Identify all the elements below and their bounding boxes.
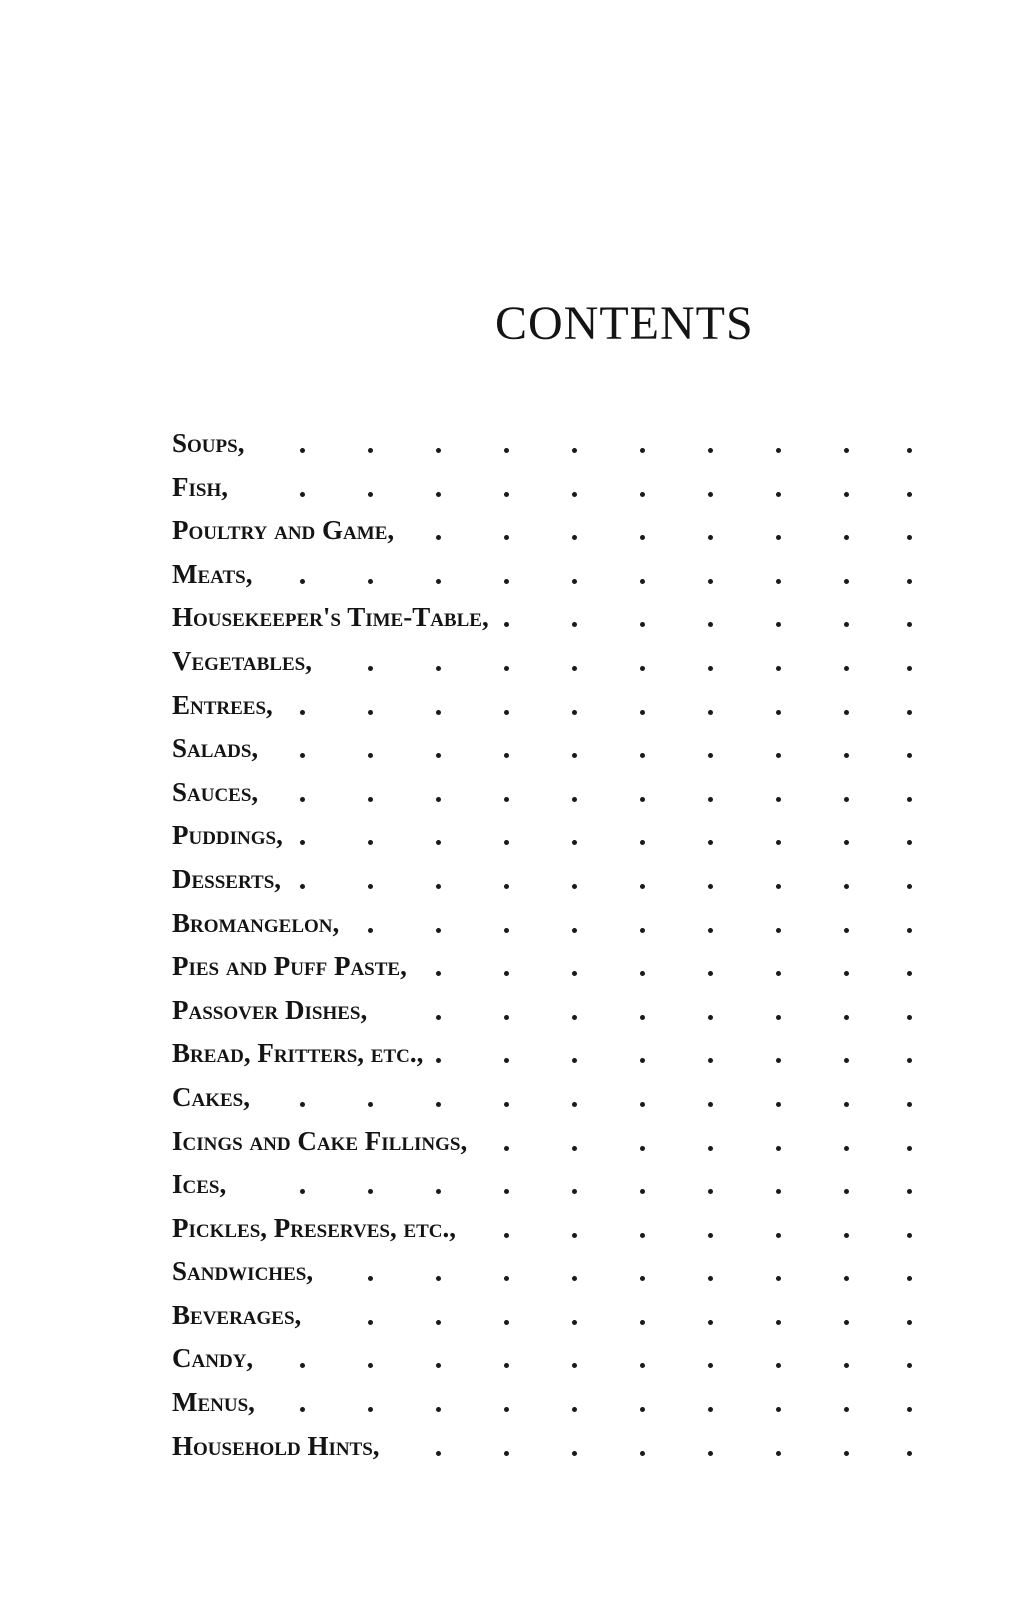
leader-dot: [572, 1233, 577, 1238]
leader-dot: [776, 840, 781, 845]
leader-dot: [844, 1015, 849, 1020]
leader-dot: [776, 1146, 781, 1151]
leader-dot: [436, 448, 441, 453]
leader-dot: [907, 971, 912, 976]
leader-dot: [368, 579, 373, 584]
leader-dot: [776, 1189, 781, 1194]
leader-dot: [844, 1102, 849, 1107]
leader-dot: [708, 1320, 713, 1325]
leader-dot: [844, 1451, 849, 1456]
leader-dot: [640, 884, 645, 889]
leader-dot: [776, 1102, 781, 1107]
leader-dot: [640, 1189, 645, 1194]
toc-entry-time-table: [172, 596, 932, 640]
leader-dot: [504, 535, 509, 540]
leader-dot: [776, 1451, 781, 1456]
toc-entry-menus: [172, 1381, 932, 1425]
toc-entry-sandwiches: [172, 1250, 932, 1294]
leader-dot: [572, 753, 577, 758]
leader-dot: [708, 1451, 713, 1456]
leader-dot: [504, 492, 509, 497]
leader-dot: [504, 1233, 509, 1238]
leader-dot: [504, 1451, 509, 1456]
leader-dot: [708, 1363, 713, 1368]
leader-dot: [640, 1015, 645, 1020]
leader-dot: [776, 1320, 781, 1325]
toc-entry-label: Soups,: [172, 422, 250, 466]
leader-dot: [844, 448, 849, 453]
leader-dot: [708, 840, 713, 845]
leader-dot: [708, 622, 713, 627]
leader-dot: [708, 1189, 713, 1194]
leader-dot: [708, 1407, 713, 1412]
leader-dot: [907, 1451, 912, 1456]
leader-dot: [708, 1058, 713, 1063]
toc-entry-label: Poultry and Game,: [172, 509, 400, 553]
leader-dot: [504, 1015, 509, 1020]
leader-dot: [708, 1015, 713, 1020]
leader-dot: [907, 579, 912, 584]
leader-dot: [300, 840, 305, 845]
leader-dot: [368, 1102, 373, 1107]
leader-dot: [844, 971, 849, 976]
leader-dot: [844, 1058, 849, 1063]
leader-dot: [504, 753, 509, 758]
leader-dot: [572, 1102, 577, 1107]
leader-dot: [776, 448, 781, 453]
leader-dot: [844, 753, 849, 758]
leader-dot: [907, 1189, 912, 1194]
leader-dot: [300, 710, 305, 715]
toc-entry-label: Desserts,: [172, 858, 287, 902]
leader-dot: [436, 535, 441, 540]
leader-dot: [708, 535, 713, 540]
leader-dot: [436, 579, 441, 584]
leader-dot: [776, 884, 781, 889]
leader-dot: [708, 1102, 713, 1107]
leader-dot: [708, 666, 713, 671]
leader-dot: [504, 1102, 509, 1107]
toc-entry-cakes: [172, 1076, 932, 1120]
leader-dot: [844, 1363, 849, 1368]
leader-dot: [776, 1363, 781, 1368]
leader-dot: [436, 1276, 441, 1281]
leader-dot: [504, 666, 509, 671]
toc-entry-label: Menus,: [172, 1381, 261, 1425]
leader-dot: [844, 928, 849, 933]
leader-dot: [640, 1058, 645, 1063]
toc-entry-candy: [172, 1337, 932, 1381]
leader-dot: [776, 971, 781, 976]
leader-dot: [907, 448, 912, 453]
leader-dot: [844, 622, 849, 627]
leader-dot: [300, 1102, 305, 1107]
leader-dot: [572, 492, 577, 497]
leader-dot: [368, 1189, 373, 1194]
leader-dot: [844, 1146, 849, 1151]
toc-entry-label: Salads,: [172, 727, 264, 771]
toc-entry-passover: [172, 989, 932, 1033]
toc-entry-soups: [172, 422, 932, 466]
leader-dot: [572, 1451, 577, 1456]
leader-dot: [907, 884, 912, 889]
leader-dot: [368, 492, 373, 497]
leader-dot: [572, 1189, 577, 1194]
leader-dot: [907, 1058, 912, 1063]
leader-dot: [708, 1276, 713, 1281]
leader-dot: [436, 1407, 441, 1412]
leader-dot: [368, 928, 373, 933]
leader-dot: [844, 797, 849, 802]
toc-entry-bromangelon: [172, 902, 932, 946]
leader-dot: [907, 928, 912, 933]
leader-dot: [504, 1320, 509, 1325]
leader-dot: [572, 1146, 577, 1151]
toc-entry-label: Household Hints,: [172, 1425, 386, 1469]
leader-dot: [844, 1407, 849, 1412]
leader-dot: [572, 797, 577, 802]
leader-dot: [640, 710, 645, 715]
leader-dot: [640, 1363, 645, 1368]
leader-dot: [776, 1058, 781, 1063]
toc-entry-household-hints: [172, 1425, 932, 1469]
leader-dot: [776, 1276, 781, 1281]
leader-dot: [907, 1320, 912, 1325]
leader-dot: [844, 840, 849, 845]
leader-dot: [504, 1276, 509, 1281]
leader-dot: [300, 884, 305, 889]
toc-entry-label: Housekeeper's Time-Table,: [172, 596, 495, 640]
leader-dot: [640, 1407, 645, 1412]
leader-dot: [504, 1058, 509, 1063]
leader-dot: [300, 1189, 305, 1194]
leader-dot: [640, 666, 645, 671]
leader-dot: [640, 1320, 645, 1325]
leader-dot: [572, 884, 577, 889]
leader-dot: [844, 1189, 849, 1194]
leader-dot: [504, 1407, 509, 1412]
leader-dot: [907, 753, 912, 758]
toc-entry-label: Pickles, Preserves, etc.,: [172, 1207, 462, 1251]
leader-dot: [368, 448, 373, 453]
leader-dot: [640, 1233, 645, 1238]
leader-dot: [640, 448, 645, 453]
leader-dot: [436, 1320, 441, 1325]
leader-dot: [504, 1363, 509, 1368]
leader-dot: [504, 448, 509, 453]
leader-dot: [504, 797, 509, 802]
leader-dot: [572, 622, 577, 627]
leader-dot: [572, 1407, 577, 1412]
leader-dot: [640, 1451, 645, 1456]
toc-entry-label: Passover Dishes,: [172, 989, 373, 1033]
leader-dot: [436, 971, 441, 976]
toc-entry-label: Beverages,: [172, 1294, 307, 1338]
leader-dot: [640, 840, 645, 845]
toc-entry-pickles: [172, 1207, 932, 1251]
leader-dot: [708, 884, 713, 889]
leader-dot: [708, 1146, 713, 1151]
leader-dot: [572, 1058, 577, 1063]
leader-dot: [776, 753, 781, 758]
leader-dot: [640, 622, 645, 627]
toc-entry-meats: [172, 553, 932, 597]
leader-dot: [776, 1233, 781, 1238]
leader-dot: [776, 928, 781, 933]
leader-dot: [708, 448, 713, 453]
leader-dot: [844, 1233, 849, 1238]
leader-dot: [907, 1407, 912, 1412]
leader-dot: [572, 971, 577, 976]
leader-dot: [368, 1363, 373, 1368]
leader-dot: [436, 797, 441, 802]
leader-dot: [907, 1015, 912, 1020]
leader-dot: [776, 710, 781, 715]
leader-dot: [504, 622, 509, 627]
leader-dot: [368, 710, 373, 715]
leader-dot: [572, 535, 577, 540]
leader-dot: [776, 622, 781, 627]
leader-dot: [368, 666, 373, 671]
leader-dot: [504, 710, 509, 715]
leader-dot: [504, 928, 509, 933]
leader-dot: [572, 448, 577, 453]
leader-dot: [368, 1276, 373, 1281]
toc-entry-label: Fish,: [172, 466, 234, 510]
leader-dot: [907, 1363, 912, 1368]
leader-dot: [708, 971, 713, 976]
toc-entry-beverages: [172, 1294, 932, 1338]
leader-dot: [572, 1363, 577, 1368]
leader-dot: [708, 928, 713, 933]
leader-dot: [572, 840, 577, 845]
leader-dot: [844, 666, 849, 671]
leader-dot: [368, 884, 373, 889]
leader-dot: [436, 753, 441, 758]
leader-dot: [436, 884, 441, 889]
leader-dot: [907, 710, 912, 715]
toc-entry-label: Entrees,: [172, 684, 279, 728]
leader-dot: [572, 1276, 577, 1281]
leader-dot: [368, 1407, 373, 1412]
leader-dot: [504, 884, 509, 889]
leader-dot: [844, 1320, 849, 1325]
leader-dot: [907, 797, 912, 802]
leader-dot: [640, 928, 645, 933]
leader-dot: [844, 1276, 849, 1281]
leader-dot: [436, 666, 441, 671]
toc-entry-bread: [172, 1032, 932, 1076]
leader-dot: [907, 1102, 912, 1107]
leader-dot: [844, 492, 849, 497]
leader-dot: [844, 535, 849, 540]
leader-dot: [300, 448, 305, 453]
leader-dot: [907, 1146, 912, 1151]
leader-dot: [640, 797, 645, 802]
leader-dot: [640, 579, 645, 584]
toc-entry-label: Bromangelon,: [172, 902, 345, 946]
leader-dot: [844, 710, 849, 715]
leader-dot: [504, 579, 509, 584]
leader-dot: [776, 797, 781, 802]
leader-dot: [708, 753, 713, 758]
leader-dot: [708, 1233, 713, 1238]
toc-entry-entrees: [172, 684, 932, 728]
leader-dot: [640, 535, 645, 540]
leader-dot: [640, 1276, 645, 1281]
leader-dot: [640, 971, 645, 976]
leader-dot: [300, 579, 305, 584]
leader-dot: [300, 797, 305, 802]
leader-dot: [436, 492, 441, 497]
leader-dot: [368, 840, 373, 845]
toc-entry-poultry-and-game: [172, 509, 932, 553]
leader-dot: [436, 1189, 441, 1194]
leader-dot: [572, 928, 577, 933]
leader-dot: [907, 622, 912, 627]
toc-entry-label: Cakes,: [172, 1076, 256, 1120]
leader-dot: [640, 492, 645, 497]
leader-dot: [776, 1015, 781, 1020]
toc-entry-sauces: [172, 771, 932, 815]
leader-dot: [300, 1407, 305, 1412]
toc-entry-fish: [172, 466, 932, 510]
leader-dot: [572, 1320, 577, 1325]
leader-dot: [907, 1276, 912, 1281]
leader-dot: [436, 928, 441, 933]
leader-dot: [907, 535, 912, 540]
leader-dot: [368, 797, 373, 802]
leader-dot: [572, 1015, 577, 1020]
leader-dot: [300, 1363, 305, 1368]
toc-entry-label: Icings and Cake Fillings,: [172, 1120, 473, 1164]
leader-dot: [844, 579, 849, 584]
toc-entry-label: Meats,: [172, 553, 258, 597]
leader-dot: [504, 971, 509, 976]
leader-dot: [776, 579, 781, 584]
leader-dot: [907, 1233, 912, 1238]
toc-entry-label: Candy,: [172, 1337, 259, 1381]
leader-dot: [436, 840, 441, 845]
leader-dot: [436, 1363, 441, 1368]
leader-dot: [572, 666, 577, 671]
leader-dot: [708, 797, 713, 802]
leader-dot: [504, 1146, 509, 1151]
leader-dot: [708, 579, 713, 584]
page-title: CONTENTS: [495, 297, 754, 350]
toc-entry-puddings: [172, 814, 932, 858]
toc-entry-label: Pies and Puff Paste,: [172, 945, 413, 989]
leader-dot: [572, 579, 577, 584]
toc-entry-ices: [172, 1163, 932, 1207]
leader-dot: [640, 1146, 645, 1151]
leader-dot: [907, 492, 912, 497]
leader-dot: [776, 492, 781, 497]
toc-entry-label: Sauces,: [172, 771, 264, 815]
toc-entry-label: Ices,: [172, 1163, 232, 1207]
leader-dot: [776, 535, 781, 540]
toc-entry-salads: [172, 727, 932, 771]
leader-dot: [300, 753, 305, 758]
leader-dot: [572, 710, 577, 715]
toc-entry-label: Puddings,: [172, 814, 289, 858]
leader-dot: [368, 1320, 373, 1325]
leader-dot: [436, 1058, 441, 1063]
leader-dot: [436, 1015, 441, 1020]
leader-dot: [640, 1102, 645, 1107]
leader-dot: [640, 753, 645, 758]
leader-dot: [436, 1102, 441, 1107]
leader-dot: [776, 1407, 781, 1412]
leader-dot: [776, 666, 781, 671]
leader-dot: [907, 666, 912, 671]
table-of-contents: [172, 422, 932, 1468]
toc-entry-pies: [172, 945, 932, 989]
leader-dot: [907, 840, 912, 845]
leader-dot: [504, 1189, 509, 1194]
toc-entry-vegetables: [172, 640, 932, 684]
leader-dot: [300, 492, 305, 497]
toc-entry-label: Bread, Fritters, etc.,: [172, 1032, 429, 1076]
toc-entry-icings: [172, 1120, 932, 1164]
leader-dot: [504, 840, 509, 845]
leader-dot: [436, 710, 441, 715]
toc-entry-label: Sandwiches,: [172, 1250, 319, 1294]
toc-entry-label: Vegetables,: [172, 640, 318, 684]
leader-dot: [708, 492, 713, 497]
toc-entry-desserts: [172, 858, 932, 902]
leader-dot: [708, 710, 713, 715]
leader-dot: [844, 884, 849, 889]
leader-dot: [436, 1451, 441, 1456]
leader-dot: [368, 753, 373, 758]
